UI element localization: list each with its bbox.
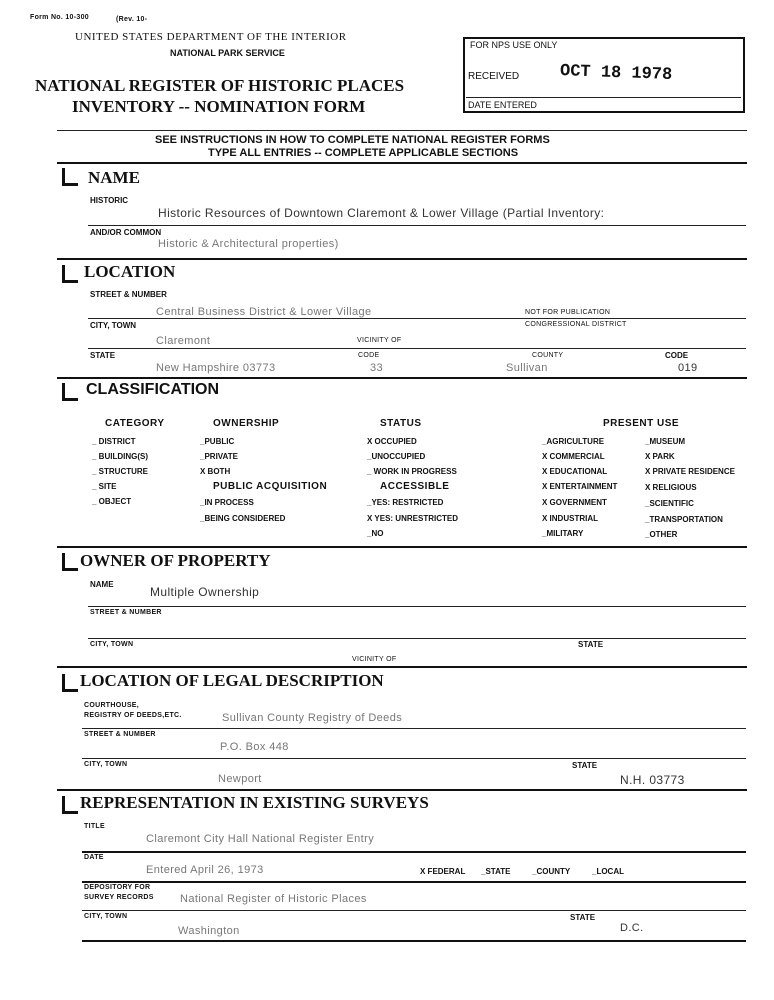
public-acquisition-heading: PUBLIC ACQUISITION bbox=[213, 481, 328, 492]
public-acquisition-option: _BEING CONSIDERED bbox=[200, 514, 286, 523]
category-option: _ DISTRICT bbox=[92, 437, 136, 446]
depository-rule bbox=[82, 910, 746, 911]
surveys-section-title: REPRESENTATION IN EXISTING SURVEYS bbox=[80, 793, 429, 812]
present-use-option: _OTHER bbox=[645, 530, 678, 539]
location-code-value: 33 bbox=[370, 362, 384, 374]
survey-date-label: DATE bbox=[84, 854, 104, 861]
legal-street-value: P.O. Box 448 bbox=[220, 741, 289, 753]
legal-street-label: STREET & NUMBER bbox=[84, 731, 156, 738]
survey-title-rule bbox=[82, 851, 746, 853]
common-label: AND/OR COMMON bbox=[90, 228, 162, 237]
form-title-line2: INVENTORY -- NOMINATION FORM bbox=[72, 97, 366, 116]
location-state-value: New Hampshire 03773 bbox=[156, 362, 276, 374]
date-entered-label: DATE ENTERED bbox=[468, 100, 537, 110]
location-state-label: STATE bbox=[90, 351, 116, 360]
location-section-rule bbox=[57, 377, 747, 379]
accessible-option: _YES: RESTRICTED bbox=[367, 498, 444, 507]
location-city-label: CITY, TOWN bbox=[90, 321, 137, 330]
form-revision: (Rev. 10- bbox=[116, 16, 148, 23]
survey-city-rule bbox=[82, 940, 746, 942]
owner-state-label: STATE bbox=[578, 640, 604, 649]
present-use-option: X PARK bbox=[645, 452, 675, 461]
section-box-icon bbox=[62, 553, 78, 571]
name-section-title: NAME bbox=[88, 168, 140, 187]
survey-level-federal: X FEDERAL bbox=[420, 867, 466, 876]
location-street-rule bbox=[88, 318, 746, 319]
classification-section-rule bbox=[57, 546, 747, 548]
survey-title-value: Claremont City Hall National Register Entry bbox=[146, 833, 375, 845]
status-option: _UNOCCUPIED bbox=[367, 452, 426, 461]
present-use-option: X EDUCATIONAL bbox=[542, 467, 608, 476]
survey-state-value: D.C. bbox=[620, 922, 644, 934]
present-use-option: _TRANSPORTATION bbox=[645, 515, 723, 524]
section-box-icon bbox=[62, 265, 78, 283]
legal-section-title: LOCATION OF LEGAL DESCRIPTION bbox=[80, 671, 384, 690]
owner-name-rule bbox=[88, 606, 746, 607]
ownership-option: _PRIVATE bbox=[200, 452, 238, 461]
survey-title-label: TITLE bbox=[84, 823, 105, 830]
survey-date-rule bbox=[82, 881, 746, 883]
nps-box-divider bbox=[466, 97, 741, 98]
survey-level-local: _LOCAL bbox=[592, 867, 624, 876]
present-use-option: X PRIVATE RESIDENCE bbox=[645, 467, 735, 476]
legal-section-rule bbox=[57, 789, 747, 791]
location-street-value: Central Business District & Lower Village bbox=[156, 306, 372, 318]
legal-city-label: CITY, TOWN bbox=[84, 761, 128, 768]
registry-label: REGISTRY OF DEEDS,ETC. bbox=[84, 712, 182, 719]
survey-city-value: Washington bbox=[178, 925, 240, 937]
present-use-heading: PRESENT USE bbox=[603, 418, 680, 429]
not-for-publication: NOT FOR PUBLICATION bbox=[525, 309, 611, 316]
congressional-district: CONGRESSIONAL DISTRICT bbox=[525, 321, 627, 328]
location-code2-value: 019 bbox=[678, 362, 698, 374]
survey-level-county: _COUNTY bbox=[532, 867, 571, 876]
name-section-rule bbox=[57, 258, 747, 260]
depository-label: DEPOSITORY FOR bbox=[84, 884, 151, 891]
owner-street-label: STREET & NUMBER bbox=[90, 609, 162, 616]
ownership-option: X BOTH bbox=[200, 467, 231, 476]
present-use-option: X COMMERCIAL bbox=[542, 452, 605, 461]
section-box-icon bbox=[62, 796, 78, 814]
owner-street-rule bbox=[88, 638, 746, 639]
location-city-value: Claremont bbox=[156, 335, 211, 347]
form-title-line1: NATIONAL REGISTER OF HISTORIC PLACES bbox=[35, 76, 405, 95]
present-use-option: X RELIGIOUS bbox=[645, 483, 697, 492]
location-street-label: STREET & NUMBER bbox=[90, 290, 167, 299]
survey-city-label: CITY, TOWN bbox=[84, 913, 128, 920]
location-county-label: COUNTY bbox=[532, 352, 564, 359]
location-code2-label: CODE bbox=[665, 351, 689, 360]
owner-city-label: CITY, TOWN bbox=[90, 641, 134, 648]
courthouse-label: COURTHOUSE, bbox=[84, 702, 140, 709]
present-use-option: X INDUSTRIAL bbox=[542, 514, 598, 523]
common-value: Historic & Architectural properties) bbox=[158, 238, 339, 250]
instructions-line2: TYPE ALL ENTRIES -- COMPLETE APPLICABLE SECTIONS bbox=[208, 147, 519, 159]
owner-name-label: NAME bbox=[90, 580, 114, 589]
survey-level-state: _STATE bbox=[481, 867, 511, 876]
form-number: Form No. 10-300 bbox=[30, 14, 89, 21]
instructions-bottom-rule bbox=[57, 162, 747, 164]
section-box-icon bbox=[62, 674, 78, 692]
depository-value: National Register of Historic Places bbox=[180, 893, 367, 905]
owner-section-title: OWNER OF PROPERTY bbox=[80, 551, 271, 570]
location-code-label: CODE bbox=[358, 352, 380, 359]
location-city-rule bbox=[88, 348, 746, 349]
received-label: RECEIVED bbox=[468, 71, 520, 82]
present-use-option: X GOVERNMENT bbox=[542, 498, 607, 507]
owner-vicinity: VICINITY OF bbox=[352, 656, 397, 663]
section-box-icon bbox=[62, 383, 78, 401]
nps-box-heading: FOR NPS USE ONLY bbox=[470, 40, 558, 50]
ownership-option: _PUBLIC bbox=[200, 437, 235, 446]
location-section-title: LOCATION bbox=[84, 262, 176, 281]
instructions-top-rule bbox=[57, 130, 747, 131]
category-heading: CATEGORY bbox=[105, 418, 165, 429]
present-use-option: _AGRICULTURE bbox=[542, 437, 605, 446]
accessible-heading: ACCESSIBLE bbox=[380, 481, 450, 492]
accessible-option: X YES: UNRESTRICTED bbox=[367, 514, 458, 523]
classification-section-title: CLASSIFICATION bbox=[86, 381, 220, 398]
category-option: _ STRUCTURE bbox=[92, 467, 149, 476]
survey-date-value: Entered April 26, 1973 bbox=[146, 864, 264, 876]
legal-state-value: N.H. 03773 bbox=[620, 773, 685, 787]
status-heading: STATUS bbox=[380, 418, 422, 429]
present-use-option: _SCIENTIFIC bbox=[645, 499, 694, 508]
owner-name-value: Multiple Ownership bbox=[150, 585, 260, 599]
legal-street-rule bbox=[82, 758, 746, 759]
present-use-option: _MILITARY bbox=[542, 529, 584, 538]
category-option: _ OBJECT bbox=[92, 497, 132, 506]
public-acquisition-option: _IN PROCESS bbox=[200, 498, 254, 507]
received-stamp: OCT 18 1978 bbox=[559, 62, 673, 85]
ownership-heading: OWNERSHIP bbox=[213, 418, 280, 429]
courthouse-rule bbox=[82, 728, 746, 729]
section-box-icon bbox=[62, 168, 78, 186]
historic-rule bbox=[88, 225, 746, 226]
category-option: _ BUILDING(S) bbox=[92, 452, 148, 461]
agency-name: UNITED STATES DEPARTMENT OF THE INTERIOR bbox=[75, 31, 347, 43]
courthouse-value: Sullivan County Registry of Deeds bbox=[222, 712, 403, 724]
legal-state-label: STATE bbox=[572, 761, 598, 770]
service-name: NATIONAL PARK SERVICE bbox=[170, 48, 285, 58]
location-county-value: Sullivan bbox=[506, 362, 548, 374]
survey-records-label: SURVEY RECORDS bbox=[84, 894, 154, 901]
legal-city-value: Newport bbox=[218, 773, 262, 785]
survey-state-label: STATE bbox=[570, 913, 596, 922]
instructions-line1: SEE INSTRUCTIONS IN HOW TO COMPLETE NATIONAL REGISTER FORMS bbox=[155, 134, 550, 146]
accessible-option: _NO bbox=[367, 529, 384, 538]
present-use-option: _MUSEUM bbox=[645, 437, 686, 446]
historic-label: HISTORIC bbox=[90, 196, 129, 205]
present-use-option: X ENTERTAINMENT bbox=[542, 482, 618, 491]
location-vicinity: VICINITY OF bbox=[357, 337, 402, 344]
historic-value: Historic Resources of Downtown Claremont & Lower Village (Partial Inventory: bbox=[158, 206, 605, 220]
category-option: _ SITE bbox=[92, 482, 117, 491]
status-option: X OCCUPIED bbox=[367, 437, 417, 446]
status-option: _ WORK IN PROGRESS bbox=[367, 467, 457, 476]
owner-section-rule bbox=[57, 666, 747, 668]
